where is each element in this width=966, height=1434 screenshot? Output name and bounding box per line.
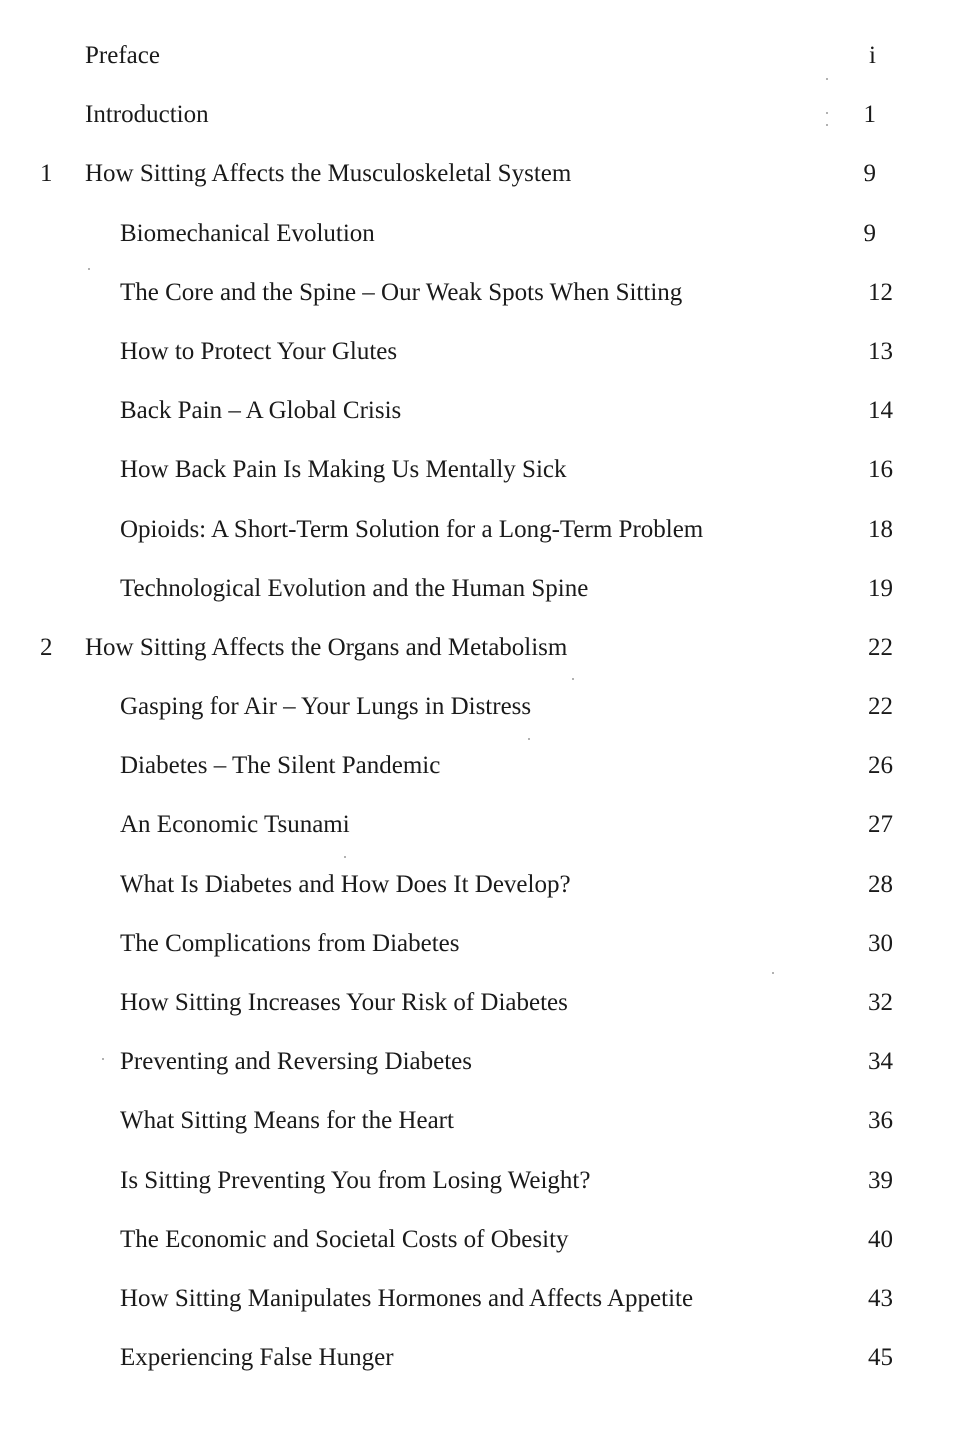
chapter-number: 1 (40, 160, 53, 188)
entry-title: Introduction (85, 101, 209, 129)
toc-entry-section[interactable] (0, 559, 966, 618)
entry-page-number: 45 (868, 1344, 893, 1372)
toc-entry-section[interactable] (0, 1269, 966, 1328)
entry-title: Back Pain – A Global Crisis (120, 397, 402, 425)
entry-title: How Sitting Affects the Organs and Metabolism (85, 633, 568, 661)
entry-title: Experiencing False Hunger (120, 1344, 394, 1372)
entry-page-number: 18 (868, 515, 893, 543)
scan-speck (572, 678, 574, 680)
entry-page-number: 13 (868, 337, 893, 365)
scan-speck (528, 738, 530, 740)
entry-title: How Back Pain Is Making Us Mentally Sick (120, 456, 567, 484)
entry-title: Diabetes – The Silent Pandemic (120, 752, 441, 780)
entry-title: How Sitting Affects the Musculoskeletal System (85, 160, 572, 188)
toc-entry-section[interactable] (0, 795, 966, 854)
scan-speck (772, 972, 774, 974)
entry-title: Gasping for Air – Your Lungs in Distress (120, 693, 532, 721)
toc-entry-section[interactable] (0, 1328, 966, 1387)
entry-page-number: 19 (868, 574, 893, 602)
toc-entry-section[interactable] (0, 677, 966, 736)
toc-entry-section[interactable] (0, 381, 966, 440)
entry-title: How Sitting Manipulates Hormones and Affects Appetite (120, 1284, 694, 1312)
entry-title: What Is Diabetes and How Does It Develop? (120, 870, 571, 898)
scan-speck (344, 856, 346, 858)
toc-entry-section[interactable] (0, 1210, 966, 1269)
toc-entry-section[interactable] (0, 440, 966, 499)
entry-page-number: 39 (868, 1166, 893, 1194)
toc-entry-section[interactable] (0, 500, 966, 559)
entry-title: Technological Evolution and the Human Spine (120, 574, 589, 602)
toc-entry-section[interactable] (0, 855, 966, 914)
entry-title: What Sitting Means for the Heart (120, 1107, 454, 1135)
entry-title: How to Protect Your Glutes (120, 337, 398, 365)
toc-entry-section[interactable] (0, 973, 966, 1032)
scan-speck (826, 124, 828, 126)
toc-entry-section[interactable] (0, 914, 966, 973)
entry-page-number: 34 (868, 1048, 893, 1076)
entry-title: The Core and the Spine – Our Weak Spots When Sitting (120, 278, 683, 306)
entry-page-number: 26 (868, 752, 893, 780)
toc-entry-section[interactable] (0, 1091, 966, 1150)
chapter-number: 2 (40, 633, 53, 661)
entry-title: Opioids: A Short-Term Solution for a Long-Term Problem (120, 515, 704, 543)
entry-page-number: 30 (868, 929, 893, 957)
entry-title: How Sitting Increases Your Risk of Diabetes (120, 989, 568, 1016)
entry-page-number: 27 (868, 811, 893, 839)
entry-page-number: 22 (868, 633, 893, 661)
entry-page-number: 22 (868, 693, 893, 721)
entry-title: Biomechanical Evolution (120, 219, 375, 247)
entry-page-number: 12 (868, 278, 893, 306)
toc-entry-preface[interactable] (0, 26, 966, 85)
entry-page-number: 36 (868, 1107, 893, 1135)
entry-page-number: 40 (868, 1225, 893, 1253)
scan-speck (102, 1058, 104, 1060)
toc-entry-introduction[interactable] (0, 85, 966, 144)
entry-page-number: 43 (868, 1284, 893, 1312)
entry-page-number: 14 (868, 397, 893, 425)
toc-entry-section[interactable] (0, 263, 966, 322)
entry-page-number: 32 (868, 989, 893, 1016)
entry-title: Is Sitting Preventing You from Losing Weight? (120, 1166, 591, 1194)
entry-page-number: 9 (863, 160, 876, 188)
scan-speck (826, 112, 828, 114)
entry-title: The Complications from Diabetes (120, 929, 460, 957)
entry-title: Preventing and Reversing Diabetes (120, 1048, 472, 1076)
entry-title: An Economic Tsunami (120, 811, 350, 839)
toc-entry-section[interactable] (0, 1151, 966, 1210)
table-of-contents (0, 26, 966, 1387)
entry-page-number: 1 (863, 101, 876, 129)
scan-speck (88, 268, 90, 270)
toc-entry-section[interactable] (0, 322, 966, 381)
toc-entry-chapter-1[interactable] (0, 144, 966, 203)
scan-speck (826, 78, 828, 80)
entry-title: Preface (85, 42, 160, 69)
entry-page-number: 28 (868, 870, 893, 898)
toc-entry-section[interactable] (0, 736, 966, 795)
entry-page-number: i (869, 42, 876, 69)
entry-title: The Economic and Societal Costs of Obesity (120, 1225, 569, 1253)
entry-page-number: 16 (868, 456, 893, 484)
toc-entry-section[interactable] (0, 204, 966, 263)
toc-entry-section[interactable] (0, 1032, 966, 1091)
toc-entry-chapter-2[interactable] (0, 618, 966, 677)
entry-page-number: 9 (863, 219, 876, 247)
